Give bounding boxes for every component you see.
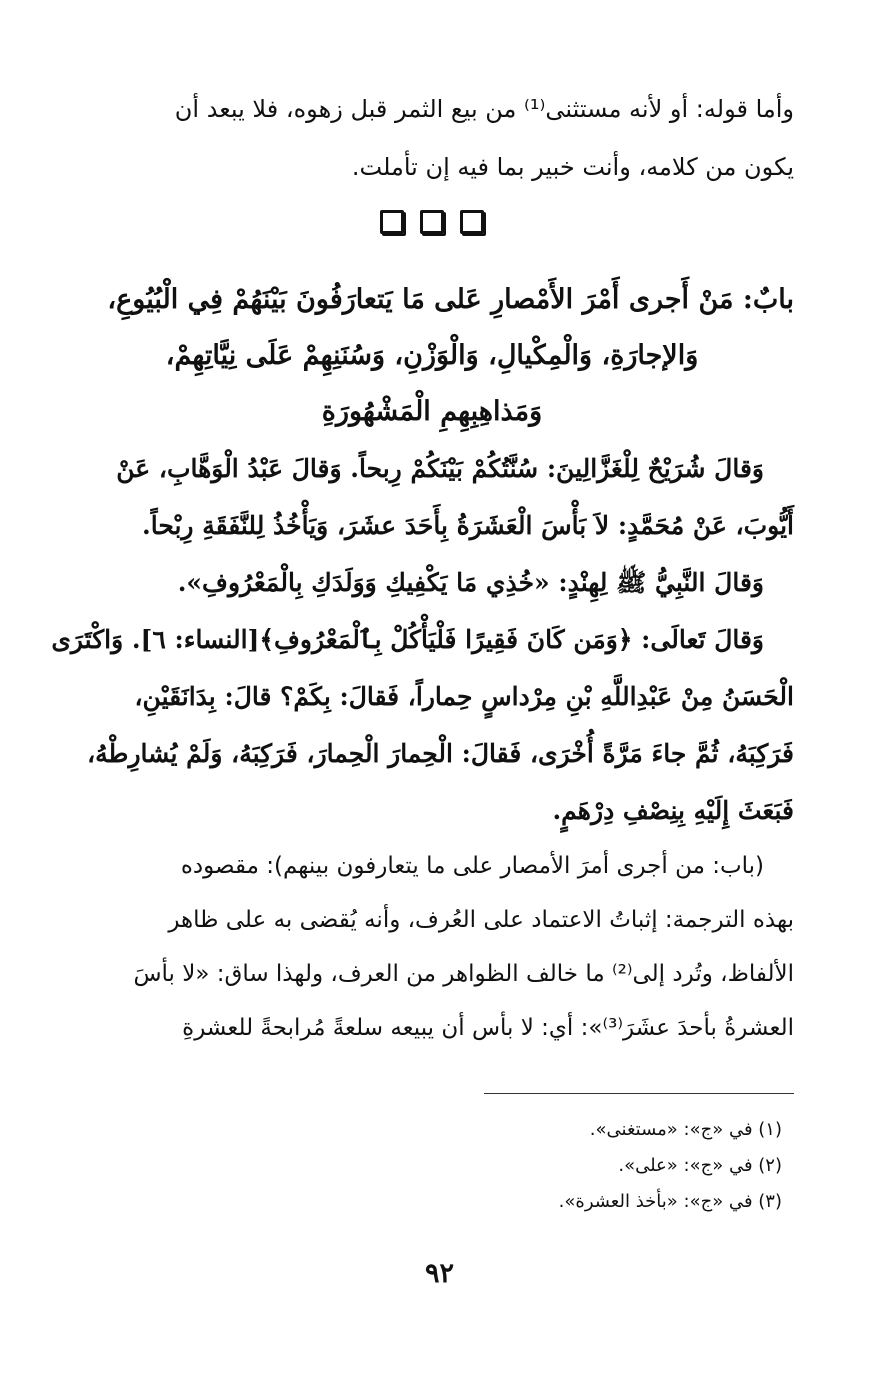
footnote-1: (١) في «ج»: «مستغنى». <box>589 1119 782 1140</box>
separator-square-icon <box>420 210 444 234</box>
intro-line-2: يكون من كلامه، وأنت خبير بما فيه إن تأملت. <box>351 153 794 181</box>
commentary-line: بهذه الترجمة: إثباتُ الاعتماد على العُرف، وأنه يُقضى به على ظاهر <box>168 907 794 933</box>
footnote-2: (٢) في «ج»: «على». <box>618 1155 782 1176</box>
hadith-line: وَقالَ تَعالَى: ﴿وَمَن كَانَ فَقِيرًا فَلْيَأْكُلْ بِٱلْمَعْرُوفِ﴾[النساء: ٦]. وَاكْتَرَى <box>51 625 764 654</box>
hadith-line: أَيُّوبَ، عَنْ مُحَمَّدٍ: لاَ بَأْسَ الْعَشَرَةُ بِأَحَدَ عشَرَ، وَيَأْخُذُ لِلنَّفَقَةِ رِبْحاً. <box>142 511 794 540</box>
commentary-line: العشرةُ بأحدَ عشَرَ⁽³⁾»: أي: لا بأس أن يبيعه سلعةً مُرابحةً للعشرةِ <box>182 1015 794 1041</box>
hadith-line: وَقالَ شُرَيْحٌ لِلْغَزَّالِينَ: سُنَّتُكُمْ بَيْنَكُمْ رِبحاً. وَقالَ عَبْدُ الْوَهَّابِ، عَنْ <box>116 454 764 483</box>
intro-line-1: وأما قوله: أو لأنه مستثنى⁽¹⁾ من بيع الثمر قبل زهوه، فلا يبعد أن <box>174 95 794 123</box>
page-body <box>51 80 794 1055</box>
hadith-line: فَرَكِبَهُ، ثُمَّ جاءَ مَرَّةً أُخْرَى، فَقالَ: الْحِمارَ الْحِمارَ، فَرَكِبَهُ، وَلَمْ يُشارِطْهُ، <box>87 739 794 768</box>
hadith-line: فَبَعَثَ إِلَيْهِ بِنِصْفِ دِرْهَمٍ. <box>552 796 794 825</box>
page-number: ٩٢ <box>424 1258 454 1289</box>
hadith-text <box>51 440 794 839</box>
chapter-heading-line-2: وَالإجارَةِ، وَالْمِكْيالِ، وَالْوَزْنِ، وَسُنَنِهِمْ عَلَى نِيَّاتِهِمْ، <box>165 340 699 371</box>
commentary-paragraph <box>70 839 794 1055</box>
footnote-3: (٣) في «ج»: «بأخذ العشرة». <box>558 1191 782 1212</box>
hadith-line: الْحَسَنُ مِنْ عَبْدِاللَّهِ بْنِ مِرْداسٍ حِماراً، فَقالَ: بِكَمْ؟ قالَ: بِدَانَقَيْنِ، <box>134 682 794 711</box>
section-separator <box>70 210 794 250</box>
separator-square-icon <box>380 210 404 234</box>
commentary-line: (باب: من أجرى أمرَ الأمصار على ما يتعارفون بينهم): مقصوده <box>180 853 764 879</box>
intro-paragraph <box>70 80 794 196</box>
chapter-heading <box>70 272 794 440</box>
footnotes <box>559 1112 782 1220</box>
separator-square-icon <box>460 210 484 234</box>
footnote-divider <box>484 1093 794 1094</box>
chapter-heading-line-1: بابٌ: مَنْ أَجرى أَمْرَ الأَمْصارِ عَلى مَا يَتعارَفُونَ بَيْنَهُمْ فِي الْبُيُوعِ، <box>107 284 794 315</box>
hadith-line: وَقالَ النَّبِيُّ ﷺ لِهِنْدٍ: «خُذِي مَا يَكْفِيكِ وَوَلَدَكِ بِالْمَعْرُوفِ». <box>177 568 764 597</box>
commentary-line: الألفاظ، وتُرد إلى⁽²⁾ ما خالف الظواهر من العرف، ولهذا ساق: «لا بأسَ <box>133 961 794 987</box>
chapter-heading-line-3: وَمَذاهِبِهِمِ الْمَشْهُورَةِ <box>321 396 543 427</box>
